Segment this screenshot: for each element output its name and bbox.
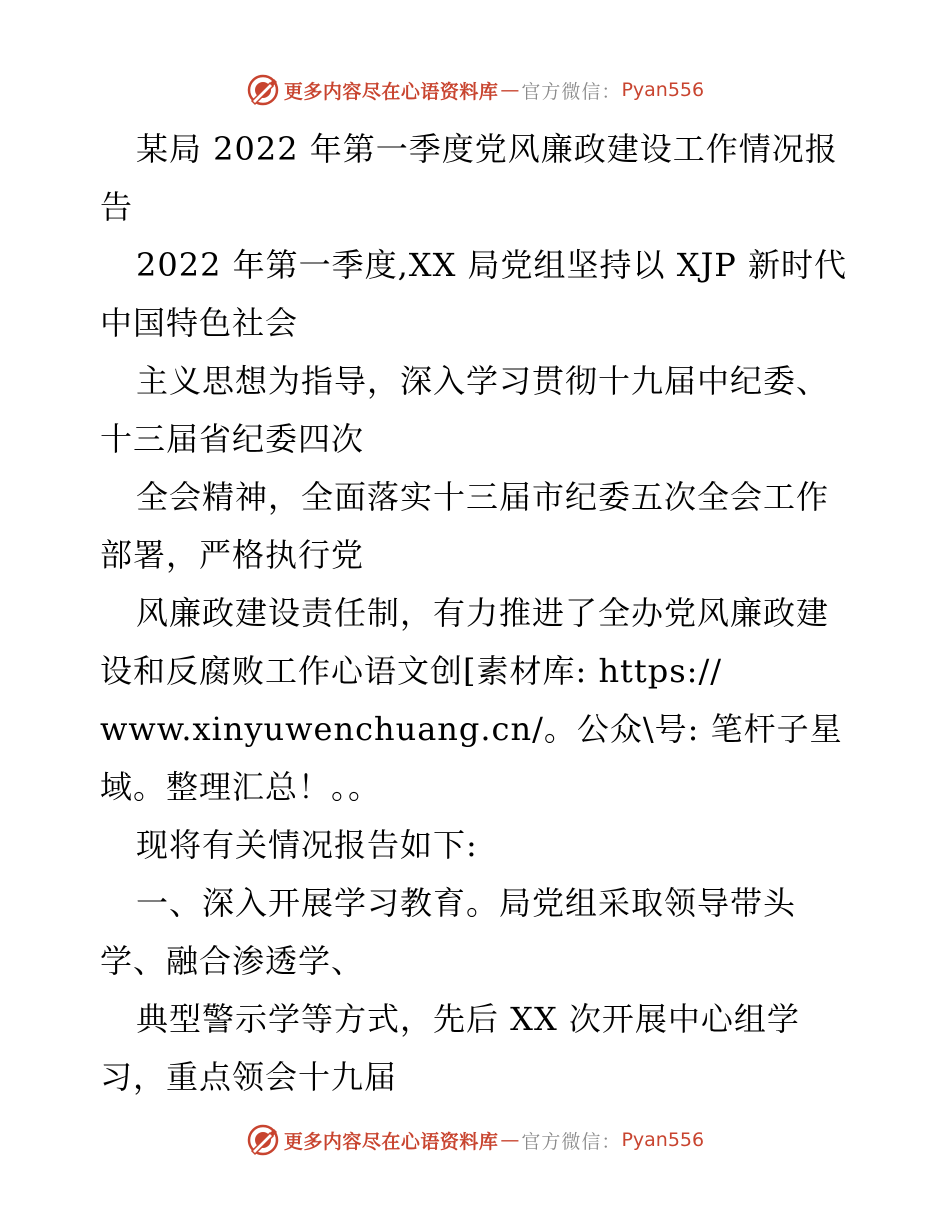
paragraph-line: 现将有关情况报告如下: xyxy=(136,826,478,864)
document-title-line-1: 某局 2022 年第一季度党风廉政建设工作情况报 xyxy=(136,130,838,168)
brand-logo-icon xyxy=(246,1123,280,1157)
paragraph-line: 主义思想为指导，深入学习贯彻十九届中纪委、 xyxy=(136,362,830,400)
paragraph-line: 2022 年第一季度,XX 局党组坚持以 XJP 新时代 xyxy=(136,246,848,284)
header-wechat-id: Pyan556 xyxy=(621,79,705,101)
document-title-line-2: 告 xyxy=(100,188,134,226)
paragraph-line: 十三届省纪委四次 xyxy=(100,420,365,458)
paragraph-line: 学、融合渗透学、 xyxy=(100,942,365,980)
footer-dash: — xyxy=(500,1129,520,1151)
paragraph-line: 部署，严格执行党 xyxy=(100,536,365,574)
paragraph-line: 风廉政建设责任制，有力推进了全办党风廉政建 xyxy=(136,594,830,632)
footer-wechat-id: Pyan556 xyxy=(621,1129,705,1151)
paragraph-line: 全会精神，全面落实十三届市纪委五次全会工作 xyxy=(136,478,830,516)
paragraph-line: 习，重点领会十九届 xyxy=(100,1058,398,1096)
header-wechat-label: 官方微信： xyxy=(521,80,622,103)
footer-wechat-label: 官方微信： xyxy=(521,1130,622,1153)
brand-logo-icon xyxy=(246,73,280,107)
header-brand-text: 更多内容尽在心语资料库 xyxy=(283,80,499,103)
header-dash: — xyxy=(500,79,520,101)
paragraph-line: 域。整理汇总！。。 xyxy=(100,768,382,806)
header-banner xyxy=(0,70,950,110)
footer-banner xyxy=(0,1120,950,1160)
paragraph-line: 设和反腐败工作心语文创[素材库: https:// xyxy=(100,652,723,690)
paragraph-line: 中国特色社会 xyxy=(100,304,299,342)
paragraph-line: 典型警示学等方式，先后 XX 次开展中心组学 xyxy=(136,1000,800,1038)
paragraph-line: 一、深入开展学习教育。局党组采取领导带头 xyxy=(136,884,797,922)
footer-brand-text: 更多内容尽在心语资料库 xyxy=(283,1130,499,1153)
paragraph-line: www.xinyuwenchuang.cn/。公众\号: 笔杆子星 xyxy=(100,710,843,748)
document-body xyxy=(100,120,880,1106)
